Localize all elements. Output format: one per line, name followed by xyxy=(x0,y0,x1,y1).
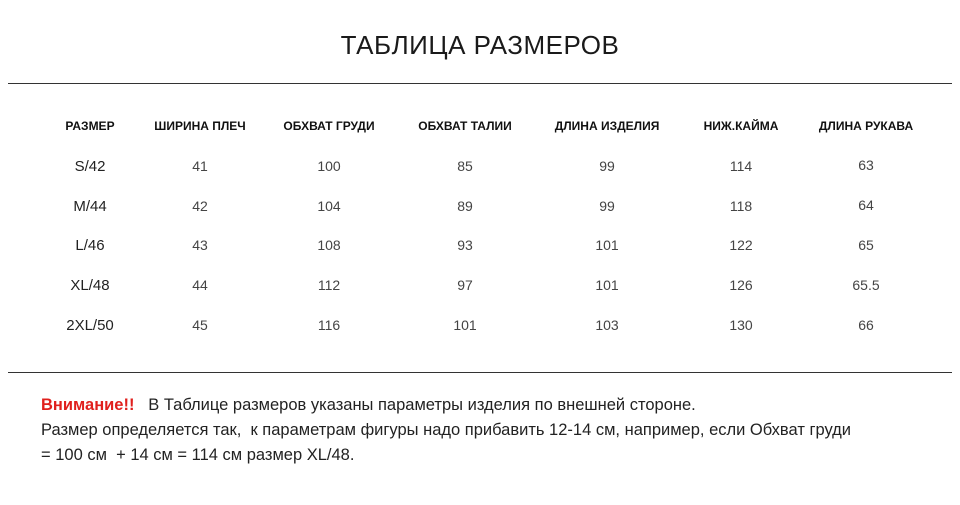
table-cell: 101 xyxy=(453,317,477,333)
table-cell: 104 xyxy=(317,198,341,214)
table-cell: 65 xyxy=(858,237,874,253)
notice-line-2: Размер определяется так, к параметрам фигуры надо прибавить 12-14 см, например, если Обхват груди xyxy=(41,421,852,439)
table-cell-size: XL/48 xyxy=(70,277,110,294)
table-cell-size: M/44 xyxy=(73,198,107,215)
table-cell: 108 xyxy=(317,237,341,253)
table-cell: 66 xyxy=(858,317,874,333)
table-cell-size: L/46 xyxy=(75,237,105,254)
table-cell: 126 xyxy=(729,277,753,293)
header-hem: НИЖ.КАЙМА xyxy=(703,119,779,133)
notice-line-3: = 100 см + 14 см = 114 см размер XL/48. xyxy=(41,446,355,464)
header-size: РАЗМЕР xyxy=(65,119,115,133)
table-cell: 100 xyxy=(317,158,341,174)
table-cell: 103 xyxy=(595,317,619,333)
table-cell: 93 xyxy=(457,237,473,253)
table-cell: 41 xyxy=(192,158,208,174)
table-cell: 101 xyxy=(595,237,619,253)
warning-label: Внимание!! xyxy=(41,396,135,414)
table-cell-size: 2XL/50 xyxy=(66,317,114,334)
header-shoulder-width: ШИРИНА ПЛЕЧ xyxy=(154,119,246,133)
table-cell: 85 xyxy=(457,158,473,174)
table-cell: 89 xyxy=(457,198,473,214)
table-cell: 97 xyxy=(457,277,473,293)
table-cell: 99 xyxy=(599,158,615,174)
table-cell: 43 xyxy=(192,237,208,253)
header-sleeve-length: ДЛИНА РУКАВА xyxy=(818,119,914,133)
table-cell: 64 xyxy=(858,197,874,213)
table-cell-size: S/42 xyxy=(74,158,106,175)
table-cell: 112 xyxy=(317,277,341,293)
table-cell: 130 xyxy=(729,317,753,333)
table-cell: 65.5 xyxy=(852,277,880,293)
header-waist: ОБХВАТ ТАЛИИ xyxy=(418,119,512,133)
table-cell: 42 xyxy=(192,198,208,214)
table-cell: 44 xyxy=(192,277,208,293)
notice-text-1: В Таблице размеров указаны параметры изделия по внешней стороне. xyxy=(148,396,696,414)
table-cell: 63 xyxy=(858,157,874,173)
bottom-divider xyxy=(8,372,952,373)
notice-line-1 xyxy=(41,393,941,418)
header-chest: ОБХВАТ ГРУДИ xyxy=(283,119,375,133)
table-cell: 101 xyxy=(595,277,619,293)
sizing-notice xyxy=(41,393,941,468)
table-cell: 45 xyxy=(192,317,208,333)
header-length: ДЛИНА ИЗДЕЛИЯ xyxy=(554,119,660,133)
table-cell: 114 xyxy=(729,158,753,174)
table-cell: 122 xyxy=(729,237,753,253)
table-cell: 99 xyxy=(599,198,615,214)
page-title: ТАБЛИЦА РАЗМЕРОВ xyxy=(340,30,620,60)
table-cell: 116 xyxy=(317,317,341,333)
table-cell: 118 xyxy=(729,198,753,214)
